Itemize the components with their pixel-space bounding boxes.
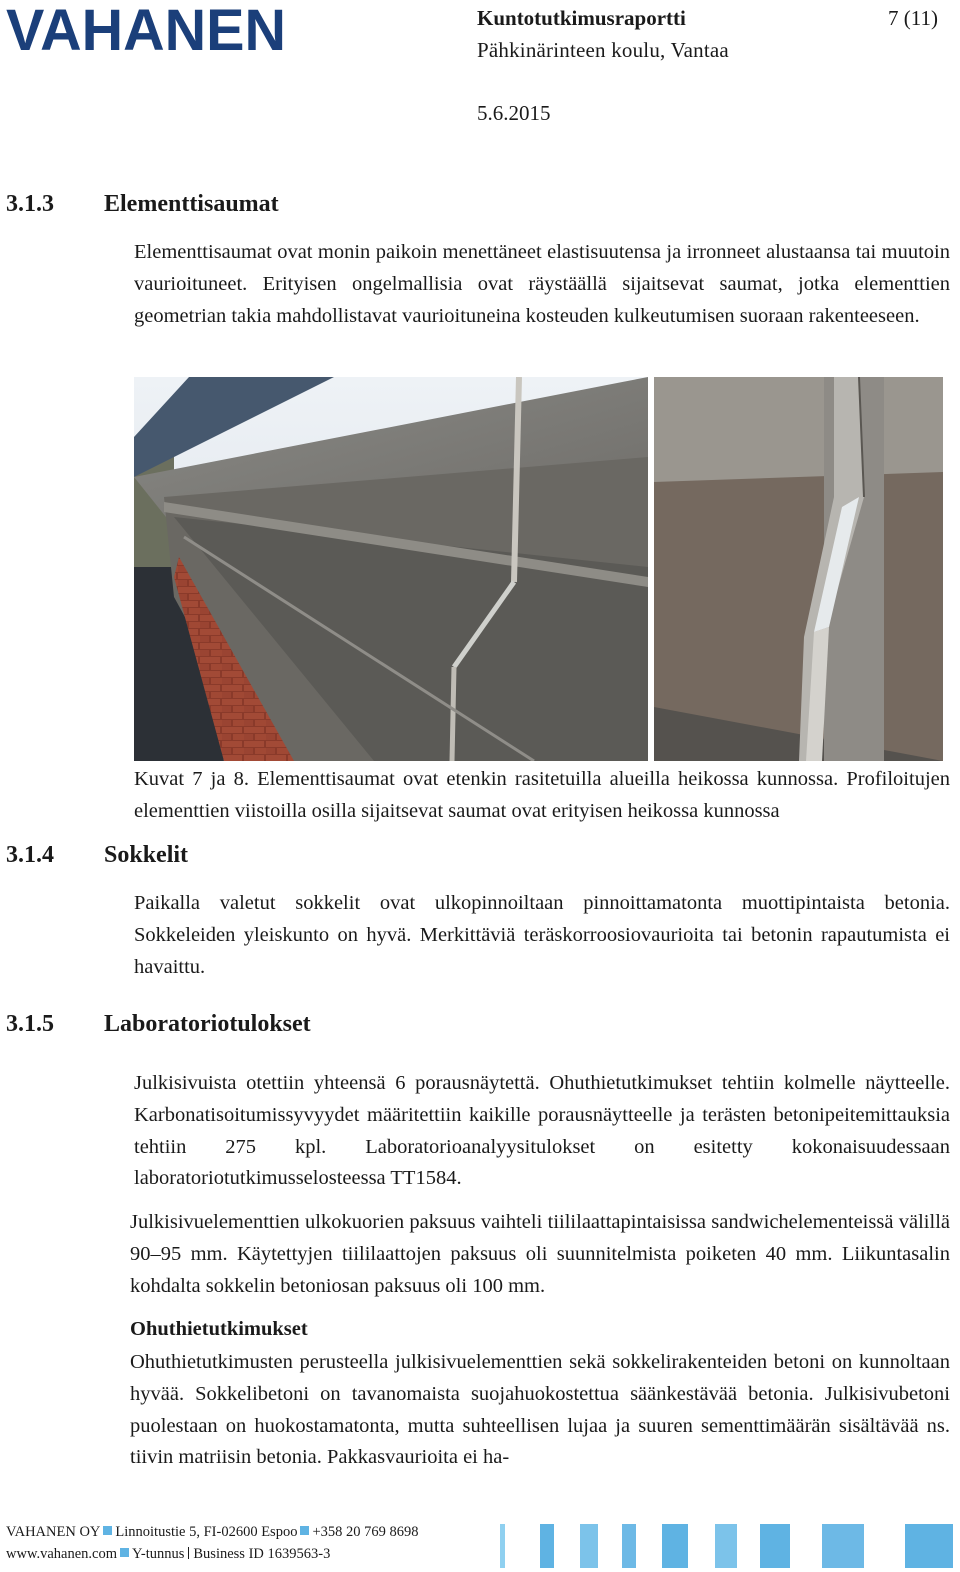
section-number: 3.1.4 <box>6 842 54 868</box>
footer-phone: +358 20 769 8698 <box>312 1524 419 1540</box>
footer-company: VAHANEN OY <box>6 1524 101 1540</box>
square-bullet-icon <box>103 1526 112 1535</box>
section-paragraph: Ohuthietutkimusten perusteella julkisivuelementtien sekä sokkelirakenteiden betoni on kunnoltaan hyvää. Sokkelibetoni on tavanomaista suojahuokostettua säänkestävää betonia. Julkisivubetoni puolestaan on huokostamatonta, mutta suhteellisen lujaa ja suuren sementtimäärän sisältävää ns. tiivin matriisin betonia. Pakkasvaurioita ei ha- <box>130 1351 950 1469</box>
report-title: Kuntotutkimusraportti <box>477 6 686 30</box>
footer-website[interactable]: www.vahanen.com <box>6 1546 117 1562</box>
square-bullet-icon <box>120 1548 129 1557</box>
report-date: 5.6.2015 <box>477 101 551 125</box>
footer-business-id-fi: Y-tunnus <box>132 1546 185 1562</box>
figure-caption: Kuvat 7 ja 8. Elementtisaumat ovat etenkin rasitetuilla alueilla heikossa kunnossa. Profiloitujen elementtien viistoilla osilla sijaitsevat saumat ovat erityisen heikossa kunnossa <box>134 768 950 822</box>
report-subtitle: Pähkinärinteen koulu, Vantaa <box>477 38 729 62</box>
section-paragraph: Elementtisaumat ovat monin paikoin menettäneet elastisuutensa ja irronneet alustaansa tai muutoin vaurioituneet. Erityisen ongelmallisia ovat räystäällä sijaitsevat saumat, jotka elementtien geometrian takia mahdollistavat vaurioituneina kosteuden kulkeutumisen suoraan rakenteeseen. <box>134 241 950 327</box>
section-title: Laboratoriotulokset <box>104 1011 311 1037</box>
section-paragraph: Paikalla valetut sokkelit ovat ulkopinnoiltaan pinnoittamatonta muottipintaista betonia. Sokkeleiden yleiskunto on hyvä. Merkittäviä teräskorroosiovaurioita tai betonin rapautumista ei havaittu. <box>134 892 950 978</box>
square-bullet-icon <box>300 1526 309 1535</box>
divider <box>188 1547 189 1559</box>
section-title: Elementtisaumat <box>104 191 279 217</box>
footer-line-2 <box>6 1546 330 1563</box>
footer-line-1 <box>6 1524 419 1541</box>
section-title: Sokkelit <box>104 842 189 868</box>
subheading: Ohuthietutkimukset <box>130 1318 308 1340</box>
section-number: 3.1.5 <box>6 1011 54 1037</box>
page-number: 7 (11) <box>888 6 938 30</box>
photo-eave-joints <box>134 377 648 761</box>
vahanen-logo <box>6 2 288 58</box>
footer-business-id: Business ID 1639563-3 <box>193 1546 331 1562</box>
section-paragraph: Julkisivuista otettiin yhteensä 6 porausnäytettä. Ohuthietutkimukset tehtiin kolmelle näytteelle. Karbonatisoitumissyvyydet määritettiin kaikille porausnäytteelle ja terästen betonipeitemittauksia tehtiin 275 kpl. Laboratorioanalyysitulokset on esitetty kokonaisuudessaan laboratoriotutkimusselosteessa TT1584. <box>134 1072 950 1190</box>
footer-stripes-decoration <box>500 1524 960 1568</box>
section-number: 3.1.3 <box>6 191 54 217</box>
svg-text:VAHANEN: VAHANEN <box>6 2 286 58</box>
photo-joint-closeup <box>654 377 943 761</box>
section-paragraph: Julkisivuelementtien ulkokuorien paksuus vaihteli tiililaattapintaisissa sandwichelementeissä välillä 90–95 mm. Käytettyjen tiililaattojen paksuus oli suunnitelmista poiketen 40 mm. Liikuntasalin kohdalta sokkelin betoniosan paksuus oli 100 mm. <box>130 1211 950 1297</box>
footer-address: Linnoitustie 5, FI-02600 Espoo <box>115 1524 298 1540</box>
